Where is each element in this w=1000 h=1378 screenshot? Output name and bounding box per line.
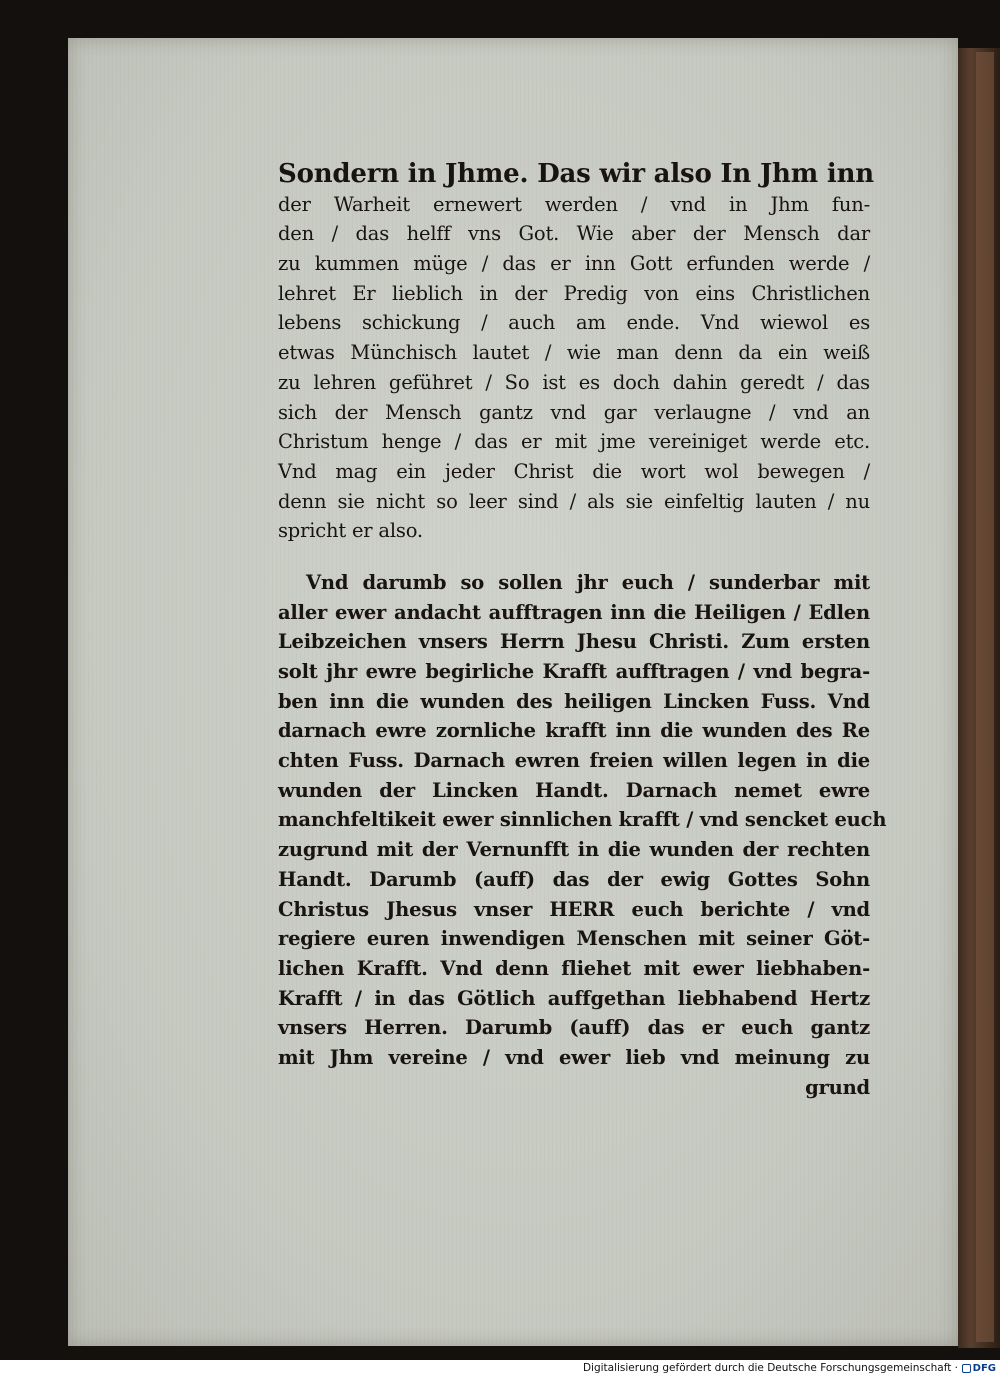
catchword: grund [805,1075,870,1099]
funding-credit: Digitalisierung gefördert durch die Deutsche Forschungsgemeinschaft · [582,1362,958,1374]
text-line: lehret Er lieblich in der Predig von eins Christlichen [278,281,870,305]
text-line: lebens schickung / auch am ende. Vnd wiewol es [278,311,870,335]
paragraph-1 [278,159,875,546]
text-line: den / das helff vns Got. Wie aber der Mensch dar [278,222,870,246]
text-line: Sondern in Jhme. Das wir also In Jhm inn [278,159,875,189]
text-line: spricht er also. [278,519,423,543]
text-line: regiere euren inwendigen Menschen mit seiner Göt- [278,927,870,951]
book-spine-edge [976,52,994,1342]
text-line: Christum henge / das er mit jme vereiniget werde etc. [278,430,870,454]
dfg-logo-text: DFG [972,1363,996,1374]
text-line: aller ewer andacht aufftragen inn die Heiligen / Edlen [278,600,870,624]
text-line: Krafft / in das Götlich auffgethan liebhabend Hertz [278,986,870,1010]
text-line: Leibzeichen vnsers Herrn Jhesu Christi. Zum ersten [278,630,870,654]
paragraph-2 [278,568,887,1102]
dfg-mark-icon [962,1364,971,1373]
text-line: ben inn die wunden des heiligen Lincken Fuss. Vnd [278,689,870,713]
page-text [278,159,887,1102]
text-line: wunden der Lincken Handt. Darnach nemet ewre [278,778,870,802]
text-line: Handt. Darumb (auff) das der ewig Gottes Sohn [278,867,870,891]
text-line: zu kummen müge / das er inn Gott erfunden werde / [278,252,870,276]
text-line: Vnd mag ein jeder Christ die wort wol bewegen / [278,459,870,483]
text-line: zugrund mit der Vernunfft in die wunden der rechten [278,838,870,862]
text-line: vnsers Herren. Darumb (auff) das er euch gantz [278,1016,870,1040]
text-line: Christus Jhesus vnser HERR euch berichte / vnd [278,897,870,921]
text-line: der Warheit ernewert werden / vnd in Jhm fun- [278,192,870,216]
text-line: denn sie nicht so leer sind / als sie einfeltig lauten / nu [278,489,870,513]
text-line: etwas Münchisch lautet / wie man denn da ein weiß [278,341,870,365]
text-line: lichen Krafft. Vnd denn fliehet mit ewer liebhaben- [278,956,870,980]
text-line: manchfeltikeit ewer sinnlichen krafft / vnd sencket euch [278,808,887,832]
text-line: chten Fuss. Darnach ewren freien willen legen in die [278,749,870,773]
text-line: solt jhr ewre begirliche Krafft aufftragen / vnd begra- [278,660,870,683]
text-line: mit Jhm vereine / vnd ewer lieb vnd meinung zu [278,1045,870,1069]
text-line: zu lehren geführet / So ist es doch dahin geredt / das [278,370,870,394]
text-line: Vnd darumb so sollen jhr euch / sunderbar mit [306,570,870,594]
text-line: sich der Mensch gantz vnd gar verlaugne / vnd an [278,400,870,424]
text-line: darnach ewre zornliche krafft inn die wunden des Re [278,719,870,743]
dfg-logo [962,1361,996,1376]
